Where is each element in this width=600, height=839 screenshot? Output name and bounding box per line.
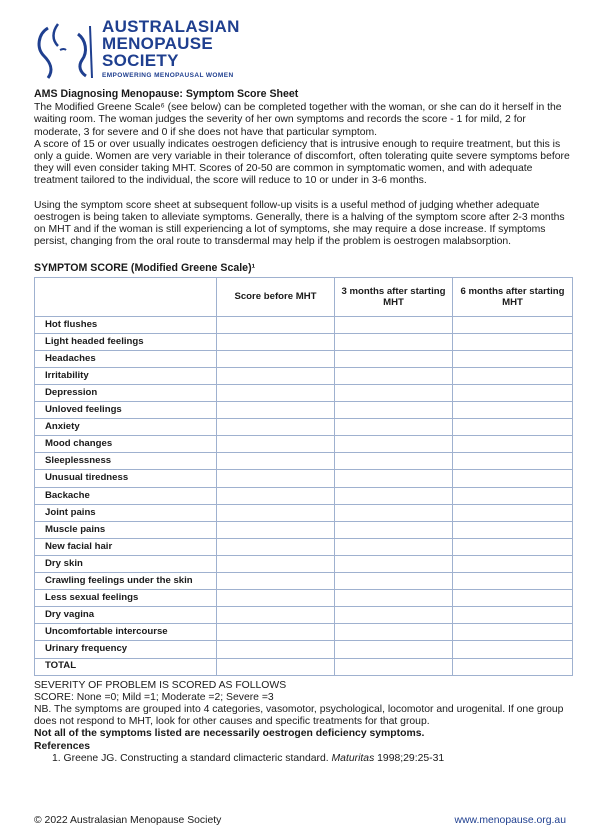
nb-note: NB. The symptoms are grouped into 4 categories, vasomotor, psychological, locomotor and urogenital. If one group does not respond to MHT, look for other causes and specific treatments for that group. [34,704,564,728]
table-row [35,607,573,624]
table-row [35,350,573,367]
table-row [35,419,573,436]
table-row [35,333,573,350]
symptom-name: TOTAL [35,658,217,675]
symptom-name: Depression [35,385,217,402]
copyright: © 2022 Australasian Menopause Society [34,815,222,826]
score-before-cell[interactable] [217,419,335,436]
symptom-name: Hot flushes [35,316,217,333]
score-before-cell[interactable] [217,641,335,658]
symptom-name: Irritability [35,367,217,384]
logo-line-2: MENOPAUSE [102,34,214,53]
score-6-months-cell[interactable] [453,607,573,624]
table-header-row [35,277,573,316]
score-before-cell[interactable] [217,350,335,367]
document-body [34,88,574,765]
score-before-cell[interactable] [217,367,335,384]
symptom-name: Backache [35,487,217,504]
table-row [35,367,573,384]
score-6-months-cell[interactable] [453,436,573,453]
score-6-months-cell[interactable] [453,624,573,641]
score-before-cell[interactable] [217,333,335,350]
symptom-name: Unusual tiredness [35,470,217,487]
score-6-months-cell[interactable] [453,504,573,521]
score-3-months-cell[interactable] [335,641,453,658]
score-before-cell[interactable] [217,487,335,504]
score-before-cell[interactable] [217,402,335,419]
table-row [35,316,573,333]
score-3-months-cell[interactable] [335,419,453,436]
table-header-3-months: 3 months after starting MHT [335,277,453,316]
score-3-months-cell[interactable] [335,624,453,641]
score-before-cell[interactable] [217,316,335,333]
symptom-name: Muscle pains [35,521,217,538]
score-3-months-cell[interactable] [335,487,453,504]
score-3-months-cell[interactable] [335,333,453,350]
symptom-name: Dry skin [35,555,217,572]
score-before-cell[interactable] [217,658,335,675]
table-row [35,538,573,555]
score-6-months-cell[interactable] [453,641,573,658]
score-6-months-cell[interactable] [453,590,573,607]
score-3-months-cell[interactable] [335,402,453,419]
table-row [35,521,573,538]
symptom-name: Light headed feelings [35,333,217,350]
score-3-months-cell[interactable] [335,453,453,470]
score-3-months-cell[interactable] [335,436,453,453]
symptom-name: New facial hair [35,538,217,555]
symptom-name: Unloved feelings [35,402,217,419]
score-6-months-cell[interactable] [453,487,573,504]
follow-up-paragraph: Using the symptom score sheet at subsequent follow-up visits is a useful method of judging whether adequate oestrogen is being taken to alleviate symptoms. Generally, there is a halving of the symptom score after 2-3 months on MHT and if the woman is still experiencing a lot of symptoms, she may require a dose increase. If symptoms persist, changing from the oral route to transdermal may help if the problem is oestrogen malabsorption. [34,199,565,248]
score-3-months-cell[interactable] [335,658,453,675]
table-row [35,487,573,504]
score-3-months-cell[interactable] [335,350,453,367]
table-row [35,436,573,453]
table-row [35,385,573,402]
header [34,18,274,84]
reference-details: 1998;29:25-31 [374,752,445,764]
table-row [35,504,573,521]
score-6-months-cell[interactable] [453,316,573,333]
warning-note: Not all of the symptoms listed are necessarily oestrogen deficiency symptoms. [34,728,425,740]
score-3-months-cell[interactable] [335,504,453,521]
score-before-cell[interactable] [217,385,335,402]
logo-text [102,18,282,79]
score-6-months-cell[interactable] [453,538,573,555]
symptom-name: Less sexual feelings [35,590,217,607]
symptom-name: Crawling feelings under the skin [35,573,217,590]
score-before-cell[interactable] [217,573,335,590]
table-header-before: Score before MHT [217,277,335,316]
score-6-months-cell[interactable] [453,367,573,384]
severity-heading: SEVERITY OF PROBLEM IS SCORED AS FOLLOWS [34,679,287,691]
score-3-months-cell[interactable] [335,470,453,487]
score-6-months-cell[interactable] [453,658,573,675]
table-header-6-months: 6 months after starting MHT [453,277,573,316]
symptom-name: Headaches [35,350,217,367]
score-before-cell[interactable] [217,504,335,521]
symptom-name: Urinary frequency [35,641,217,658]
score-3-months-cell[interactable] [335,367,453,384]
score-6-months-cell[interactable] [453,573,573,590]
notes [34,680,574,765]
score-6-months-cell[interactable] [453,521,573,538]
table-row [35,590,573,607]
score-scale: SCORE: None =0; Mild =1; Moderate =2; Severe =3 [34,691,274,703]
score-6-months-cell[interactable] [453,402,573,419]
score-6-months-cell[interactable] [453,385,573,402]
intro-paragraph: The Modified Greene Scale⁶ (see below) can be completed together with the woman, or she can do it herself in the waiting room. The woman judges the severity of her own symptoms and records the score - 1 for mild, 2 for moderate, 3 for severe and 0 if she does not have that particular symptom. [34,102,562,138]
score-6-months-cell[interactable] [453,453,573,470]
table-row [35,453,573,470]
score-6-months-cell[interactable] [453,470,573,487]
symptom-name: Anxiety [35,419,217,436]
website-link[interactable]: www.menopause.org.au [454,815,566,826]
score-before-cell[interactable] [217,470,335,487]
table-row [35,624,573,641]
score-6-months-cell[interactable] [453,350,573,367]
score-3-months-cell[interactable] [335,385,453,402]
table-header-blank [35,277,217,316]
logo-line-1: AUSTRALASIAN [102,17,240,36]
score-3-months-cell[interactable] [335,555,453,572]
score-3-months-cell[interactable] [335,573,453,590]
symptom-name: Dry vagina [35,607,217,624]
logo-line-3: SOCIETY [102,51,179,70]
symptom-name: Joint pains [35,504,217,521]
logo-tagline: EMPOWERING MENOPAUSAL WOMEN [102,72,234,79]
table-row [35,658,573,675]
score-before-cell[interactable] [217,521,335,538]
symptom-name: Uncomfortable intercourse [35,624,217,641]
score-3-months-cell[interactable] [335,590,453,607]
symptom-score-table [34,277,573,676]
reference-text: 1. Greene JG. Constructing a standard climacteric standard. [52,752,329,764]
table-row [35,573,573,590]
symptom-name: Mood changes [35,436,217,453]
score-6-months-cell[interactable] [453,333,573,350]
score-3-months-cell[interactable] [335,316,453,333]
score-guide-paragraph: A score of 15 or over usually indicates oestrogen deficiency that is intrusive enough to require treatment, but this is only a guide. Women are very variable in their tolerance of discomfort, often tolerating quite severe symptoms before they will even consider taking MHT. Scores of 20-50 are common in symptomatic women, and with adequate treatment tailored to the individual, the score will reduce to 10 or under in 3-6 months. [34,138,570,187]
score-6-months-cell[interactable] [453,555,573,572]
score-before-cell[interactable] [217,453,335,470]
score-before-cell[interactable] [217,436,335,453]
logo-figure-icon [34,20,96,80]
page-title: AMS Diagnosing Menopause: Symptom Score Sheet [34,88,299,100]
table-row [35,402,573,419]
table-row [35,555,573,572]
references-heading: References [34,740,91,752]
score-6-months-cell[interactable] [453,419,573,436]
score-3-months-cell[interactable] [335,521,453,538]
symptom-name: Sleeplessness [35,453,217,470]
score-before-cell[interactable] [217,555,335,572]
table-row [35,641,573,658]
score-before-cell[interactable] [217,607,335,624]
score-before-cell[interactable] [217,624,335,641]
score-3-months-cell[interactable] [335,607,453,624]
table-row [35,470,573,487]
score-before-cell[interactable] [217,590,335,607]
reference-item [52,753,574,765]
section-title: SYMPTOM SCORE (Modified Greene Scale)¹ [34,262,256,275]
score-3-months-cell[interactable] [335,538,453,555]
reference-journal: Maturitas [331,752,375,764]
score-before-cell[interactable] [217,538,335,555]
